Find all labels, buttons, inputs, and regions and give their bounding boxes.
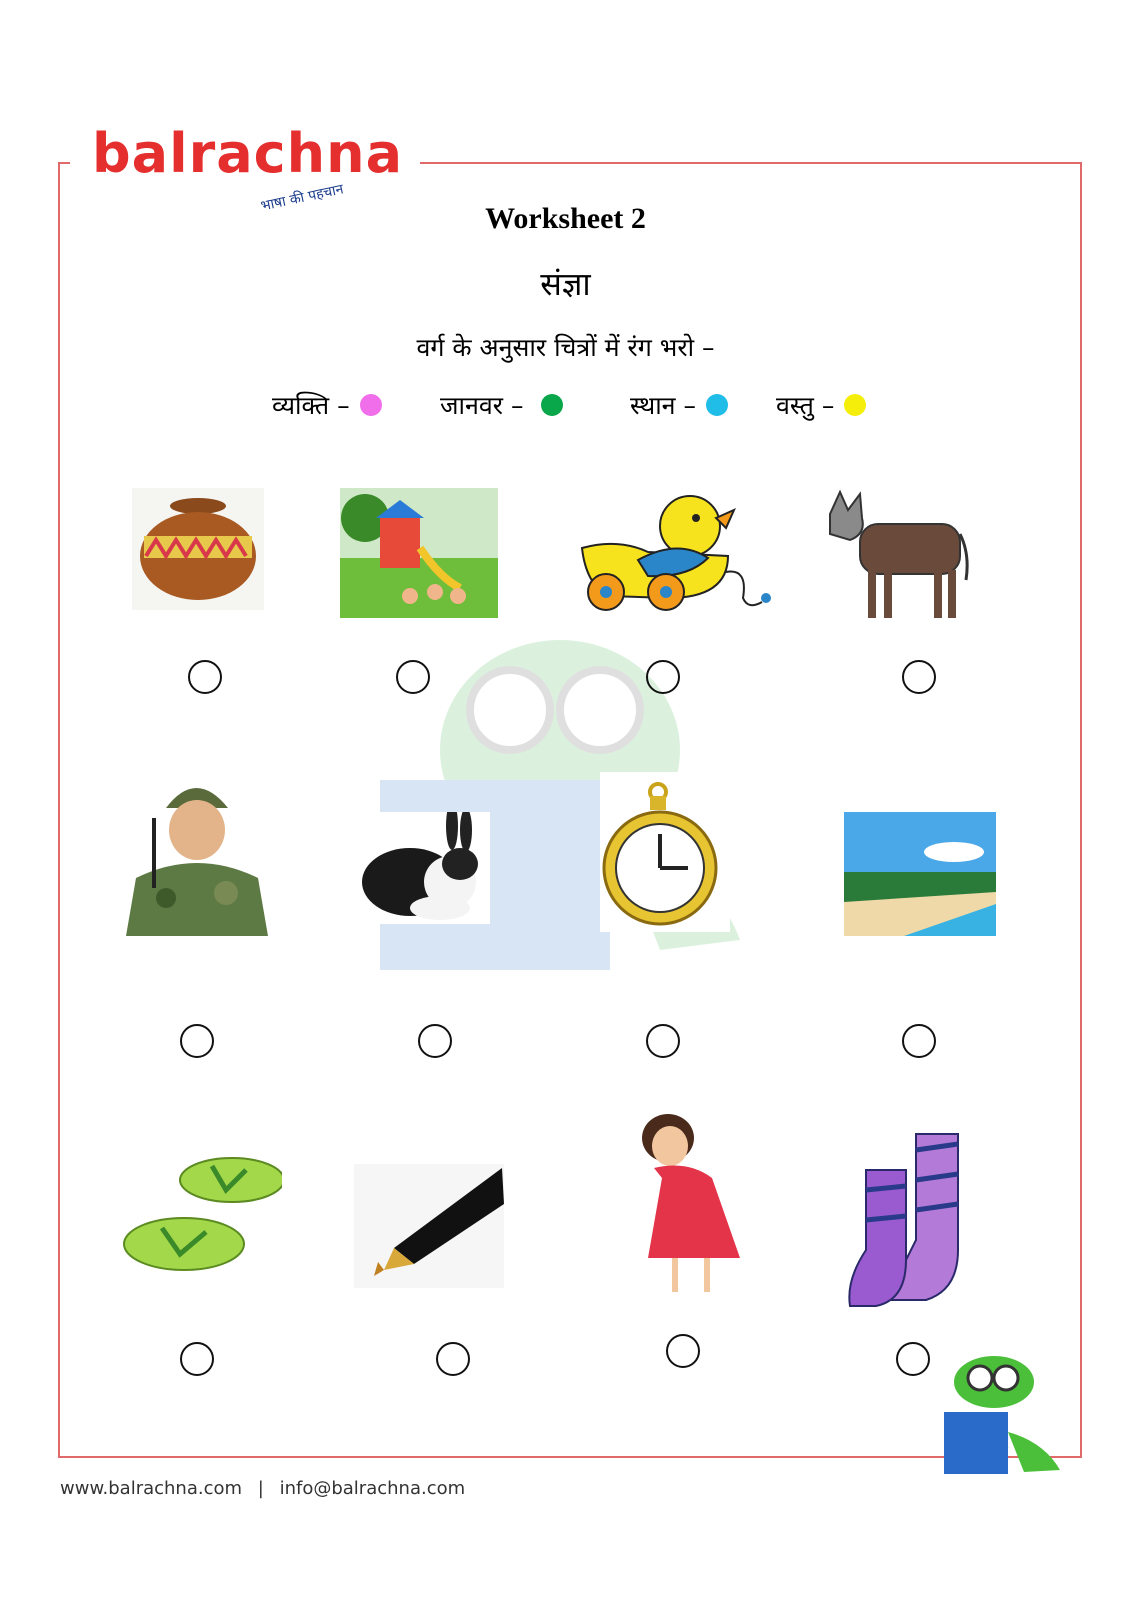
answer-circle[interactable] xyxy=(666,1334,700,1368)
worksheet-subtitle: संज्ञा xyxy=(540,265,591,303)
rabbit-icon xyxy=(360,812,490,924)
pen-icon xyxy=(354,1164,504,1288)
logo-tagline: भाषा की पहचान xyxy=(259,181,345,215)
blue-dot-icon xyxy=(706,394,728,416)
answer-circle[interactable] xyxy=(902,1024,936,1058)
answer-circle[interactable] xyxy=(902,660,936,694)
legend-place xyxy=(630,388,728,422)
instruction-text: वर्ग के अनुसार चित्रों में रंग भरो – xyxy=(416,333,715,362)
beach-icon xyxy=(844,812,996,936)
donkey-icon xyxy=(820,484,970,624)
footer-email[interactable]: info@balrachna.com xyxy=(279,1478,466,1499)
mascot-icon xyxy=(934,1352,1064,1482)
answer-circle[interactable] xyxy=(646,660,680,694)
answer-circle[interactable] xyxy=(188,660,222,694)
answer-circle[interactable] xyxy=(180,1024,214,1058)
girl-icon xyxy=(628,1108,758,1298)
pot-icon xyxy=(132,488,264,610)
toy-duck-icon xyxy=(578,488,778,618)
footer xyxy=(60,1478,465,1499)
answer-circle[interactable] xyxy=(436,1342,470,1376)
answer-circle[interactable] xyxy=(646,1024,680,1058)
legend-label: स्थान – xyxy=(630,391,696,420)
answer-circle[interactable] xyxy=(896,1342,930,1376)
socks-icon xyxy=(846,1130,976,1310)
footer-website[interactable]: www.balrachna.com xyxy=(60,1478,243,1499)
answer-circle[interactable] xyxy=(180,1342,214,1376)
stopwatch-icon xyxy=(600,772,730,932)
footer-separator: | xyxy=(257,1478,264,1499)
slippers-icon xyxy=(122,1150,282,1280)
park-icon xyxy=(340,488,498,618)
answer-circle[interactable] xyxy=(396,660,430,694)
legend-thing xyxy=(776,388,866,422)
legend-person xyxy=(272,388,382,422)
yellow-dot-icon xyxy=(844,394,866,416)
worksheet-title: Worksheet 2 xyxy=(485,202,646,235)
green-dot-icon xyxy=(541,394,563,416)
legend-label: व्यक्ति – xyxy=(272,391,350,420)
soldier-icon xyxy=(116,768,278,936)
legend-label: जानवर – xyxy=(440,391,524,420)
legend-label: वस्तु – xyxy=(776,391,835,420)
logo-text: balrachna xyxy=(92,122,404,185)
legend-animal xyxy=(440,388,563,422)
answer-circle[interactable] xyxy=(418,1024,452,1058)
pink-dot-icon xyxy=(360,394,382,416)
